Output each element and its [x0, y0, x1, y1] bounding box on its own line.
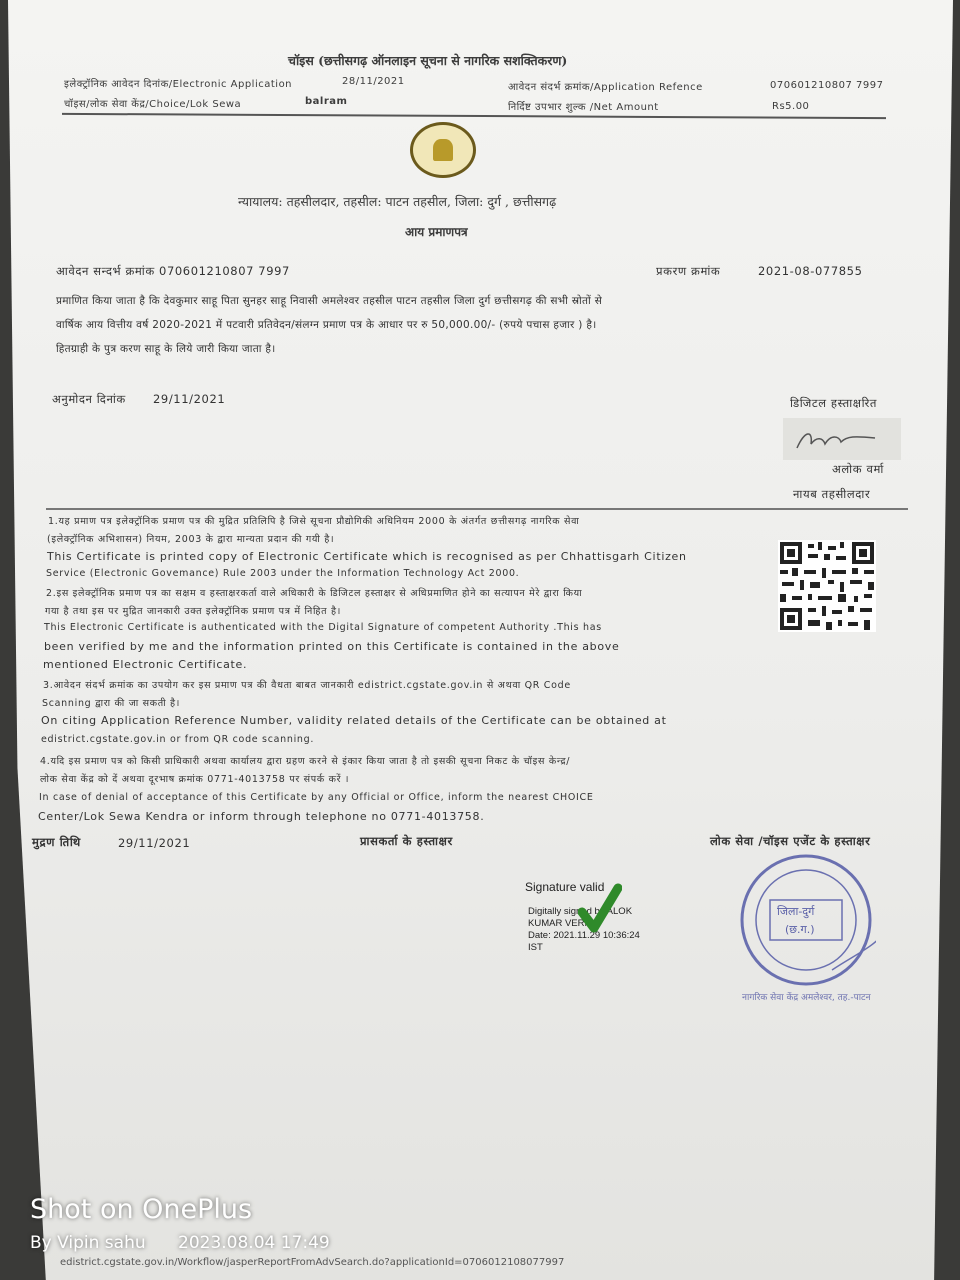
note-line: On citing Application Reference Number, validity related details of the Certificate can be obtained at — [41, 714, 667, 727]
note-line: 4.यदि इस प्रमाण पत्र को किसी प्राधिकारी अथवा कार्यालय द्वारा ग्रहण करने से इंकार किया जाता है तो इसकी सूचना निकट के चॉइस केन्द्र/ — [40, 756, 571, 767]
case-number-value: 2021-08-077855 — [758, 264, 863, 278]
amount-value: Rs5.00 — [772, 101, 810, 112]
app-date-label: इलेक्ट्रॉनिक आवेदन दिनांक/Electronic Application — [64, 79, 293, 90]
note-line: 3.आवेदन संदर्भ क्रमांक का उपयोग कर इस प्रमाण पत्र की वैधता बाबत जानकारी edistrict.cgstate.gov.in से अथवा QR Code — [43, 680, 571, 691]
office-seal-stamp-icon — [736, 850, 876, 990]
digital-sign-line-3: Date: 2021.11.29 10:36:24 — [528, 930, 640, 941]
state-emblem-icon — [410, 122, 476, 178]
body-line-3: हितग्राही के पुत्र करण साहू के लिये जारी किया जाता है। — [56, 343, 276, 355]
operator-signature-label: प्रासकर्ता के हस्ताक्षर — [360, 834, 453, 848]
signature-valid-check-icon — [578, 882, 622, 938]
print-date-value: 29/11/2021 — [118, 836, 191, 850]
note-line: mentioned Electronic Certificate. — [43, 658, 248, 671]
approval-label: अनुमोदन दिनांक — [52, 392, 126, 406]
note-line: In case of denial of acceptance of this Certificate by any Official or Office, inform the nearest CHOICE — [39, 792, 594, 803]
note-line: Scanning द्वारा की जा सकती है। — [42, 698, 181, 709]
app-ref-label: आवेदन संदर्भ क्रमांक/Application Refence — [508, 82, 703, 93]
bottom-url: edistrict.cgstate.gov.in/Workflow/jasperReportFromAdvSearch.do?applicationId=0706012108077997 — [60, 1257, 565, 1268]
note-line: (इलेक्ट्रॉनिक अभिशासन) नियम, 2003 के द्वारा मान्यता प्रदान की गयी है। — [47, 534, 335, 545]
certificate-title: आय प्रमाणपत्र — [405, 225, 468, 239]
camera-watermark-timestamp: 2023.08.04 17:49 — [178, 1233, 330, 1253]
court-line: न्यायालय: तहसीलदार, तहसील: पाटन तहसील, जिला: दुर्ग , छत्तीसगढ़ — [238, 194, 557, 209]
portal-title: चॉइस (छत्तीसगढ़ ऑनलाइन सूचना से नागरिक सशक्तिकरण) — [288, 53, 568, 68]
body-rule — [46, 508, 908, 510]
camera-watermark-author: By Vipin sahu — [30, 1233, 146, 1253]
officer-designation: नायब तहसीलदार — [793, 487, 871, 501]
officer-name: अलोक वर्मा — [832, 462, 884, 476]
app-date-value: 28/11/2021 — [342, 76, 405, 87]
note-line: been verified by me and the information printed on this Certificate is contained in the above — [44, 640, 620, 653]
print-date-label: मुद्रण तिथि — [32, 835, 81, 849]
digital-sign-line-1: Digitally signed by ALOK — [528, 906, 633, 917]
approval-date: 29/11/2021 — [153, 392, 226, 406]
note-line: 1.यह प्रमाण पत्र इलेक्ट्रॉनिक प्रमाण पत्र की मुद्रित प्रतिलिपि है जिसे सूचना प्रौद्योगिकी अधिनियम 2000 के अंतर्गत छत्तीसगढ़ नागरिक सेवा — [48, 516, 580, 527]
digital-sign-line-2: KUMAR VERMA — [528, 918, 599, 929]
reference-line: आवेदन सन्दर्भ क्रमांक 070601210807 7997 — [56, 264, 290, 278]
signature-valid-text: Signature valid — [525, 880, 605, 894]
agent-signature-label: लोक सेवा /चॉइस एजेंट के हस्ताक्षर — [710, 834, 871, 848]
note-line: गया है तथा इस पर मुद्रित जानकारी उक्त इलेक्ट्रॉनिक प्रमाण पत्र में निहित है। — [45, 606, 342, 617]
center-label: चॉइस/लोक सेवा केंद्र/Choice/Lok Sewa — [64, 99, 242, 110]
note-line: Center/Lok Sewa Kendra or inform through telephone no 0771-4013758. — [38, 810, 485, 823]
digital-sign-label: डिजिटल हस्ताक्षरित — [790, 396, 878, 410]
body-line-2: वार्षिक आय वित्तीय वर्ष 2020-2021 में पटवारी प्रतिवेदन/संलग्न प्रमाण पत्र के आधार पर रु 50,000.00/- (रुपये पचास हजार ) है। — [56, 319, 597, 331]
note-line: Service (Electronic Govemance) Rule 2003 under the Information Technology Act 2000. — [46, 568, 520, 579]
body-line-1: प्रमाणित किया जाता है कि देवकुमार साहू पिता सुनहर साहू निवासी अमलेश्वर तहसील पाटन तहसील जिला दुर्ग छत्तीसगढ़ की सभी स्रोतों से — [56, 295, 603, 307]
app-ref-value: 070601210807 7997 — [770, 80, 884, 91]
stamp-inner-line-2: (छ.ग.) — [785, 923, 815, 936]
note-line: 2.इस इलेक्ट्रॉनिक प्रमाण पत्र का सक्षम व हस्ताक्षरकर्ता वाले अधिकारी के डिजिटल हस्ताक्षर से अधिप्रमाणित होने का सत्यापन मेरे द्वारा किया — [46, 588, 583, 599]
note-line: लोक सेवा केंद्र को दें अथवा दूरभाष क्रमांक 0771-4013758 पर संपर्क करें । — [40, 774, 350, 785]
digital-sign-line-4: IST — [528, 942, 543, 953]
amount-label: निर्दिष्ट उपभार शुल्क /Net Amount — [508, 102, 659, 113]
stamp-inner-line-1: जिला-दुर्ग — [777, 905, 815, 918]
note-line: This Certificate is printed copy of Electronic Certificate which is recognised as per Chhattisgarh Citizen — [47, 550, 687, 563]
stamp-outer-text: नागरिक सेवा केंद्र अमलेश्वर, तह.-पाटन — [742, 993, 871, 1003]
case-number-label: प्रकरण क्रमांक — [656, 264, 721, 278]
camera-watermark-title: Shot on OnePlus — [30, 1194, 253, 1225]
qr-code-icon — [778, 540, 876, 632]
note-line: edistrict.cgstate.gov.in or from QR code scanning. — [41, 734, 315, 745]
center-value: balram — [305, 96, 348, 107]
officer-signature-icon — [783, 418, 901, 460]
note-line: This Electronic Certificate is authenticated with the Digital Signature of competent Authority .This has — [44, 622, 602, 633]
